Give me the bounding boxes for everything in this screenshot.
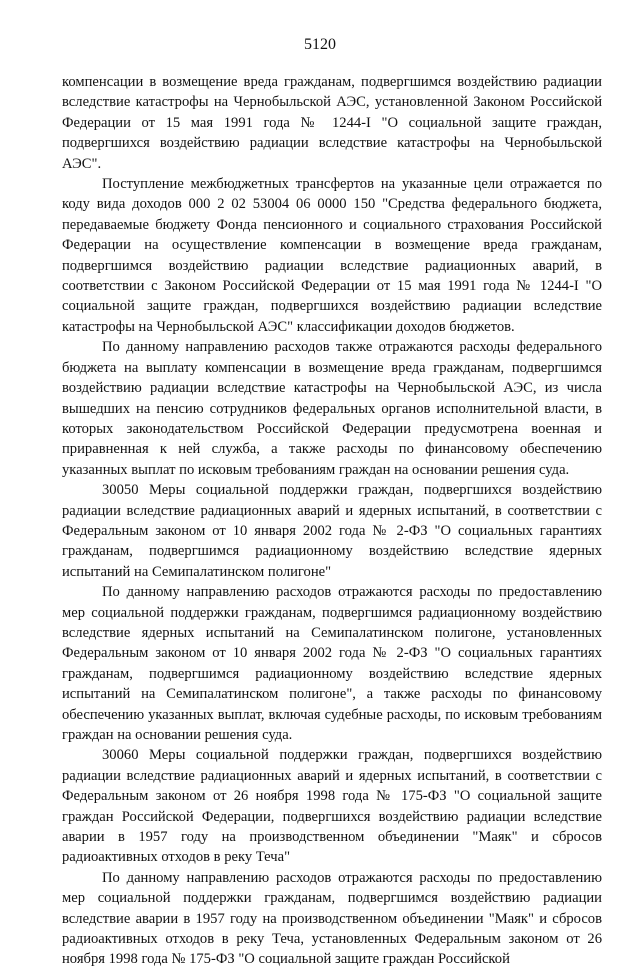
body-text (62, 72, 602, 970)
paragraph: 30060 Меры социальной поддержки граждан, подвергшихся воздействию радиации вследствие радиационных аварий и ядерных испытаний, в соответствии с Федеральным законом от 26 ноября 1998 года № 175-ФЗ "О социальной защите граждан Российской Федерации, подвергшихся воздействию радиации вследствие аварии в 1957 году на производственном объединении "Маяк" и сбросов радиоактивных отходов в реку Теча" (62, 747, 602, 866)
paragraph: Поступление межбюджетных трансфертов на указанные цели отражается по коду вида доходов 000 2 02 53004 06 0000 150 "Средства федерального бюджета, передаваемые бюджету Фонда пенсионного и социального страхования Российской Федерации на осуществление компенсации в возмещение вреда гражданам, подвергшимся воздействию радиации вследствие радиационных аварий, в соответствии с Законом Российской Федерации от 15 мая 1991 года № 1244-I "О социальной защите граждан, подвергшихся воздействию радиации вследствие катастрофы на Чернобыльской АЭС" классификации доходов бюджетов. (62, 176, 602, 335)
paragraph: По данному направлению расходов отражаются расходы по предоставлению мер социальной поддержки гражданам, подвергшимся радиационному воздействию вследствие ядерных испытаний на Семипалатинском полигоне, установленных Федеральным законом от 10 января 2002 года № 2-ФЗ "О социальных гарантиях гражданам, подвергшимся радиационному воздействию вследствие ядерных испытаний на Семипалатинском полигоне", а также расходы по финансовому обеспечению указанных выплат, включая судебные расходы, по исковым требованиям граждан на основании решения суда. (62, 584, 602, 743)
paragraph: По данному направлению расходов отражаются расходы по предоставлению мер социальной поддержки гражданам, подвергшимся воздействию радиации вследствие аварии в 1957 году на производственном объединении "Маяк" и сбросов радиоактивных отходов в реку Теча, установленных Федеральным законом от 26 ноября 1998 года № 175-ФЗ "О социальной защите граждан Российской (62, 869, 602, 968)
paragraph: По данному направлению расходов также отражаются расходы федерального бюджета на выплату компенсации в возмещение вреда гражданам, подвергшимся воздействию радиации вследствие катастрофы на Чернобыльской АЭС, из числа вышедших на пенсию сотрудников федеральных органов исполнительной власти, в которых законодательством Российской Федерации предусмотрена военная и приравненная к ней служба, а также расходы по финансовому обеспечению указанных выплат по исковым требованиям граждан на основании решения суда. (62, 339, 602, 478)
page-number: 5120 (304, 36, 336, 53)
paragraph: компенсации в возмещение вреда гражданам, подвергшимся воздействию радиации вследствие катастрофы на Чернобыльской АЭС, установленной Законом Российской Федерации от 15 мая 1991 года № 1244-I "О социальной защите граждан, подвергшихся воздействию радиации вследствие катастрофы на Чернобыльской АЭС". (62, 74, 602, 172)
paragraph: 30050 Меры социальной поддержки граждан, подвергшихся воздействию радиации вследствие радиационных аварий и ядерных испытаний, в соответствии с Федеральным законом от 10 января 2002 года № 2-ФЗ "О социальных гарантиях гражданам, подвергшимся радиационному воздействию вследствие ядерных испытаний на Семипалатинском полигоне" (62, 482, 602, 580)
